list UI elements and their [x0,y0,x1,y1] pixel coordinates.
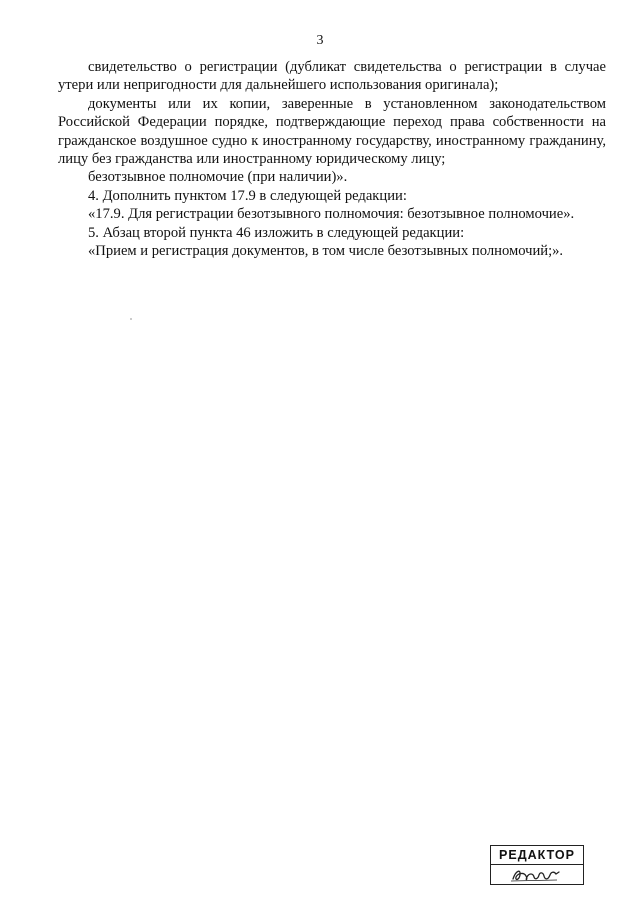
editor-signature [491,866,583,886]
signature-mark [507,866,567,884]
scan-speck [130,318,132,320]
editor-stamp [490,845,584,885]
paragraph-clause-46: «Прием и регистрация документов, в том числе безотзывных полномочий;». [88,243,564,260]
paragraph-amendment-4: 4. Дополнить пунктом 17.9 в следующей редакции: [88,187,407,204]
paragraph-documents: документы или их копии, заверенные в установленном законодательством Российской Федерации порядке, подтверждающие переход права собственности на гражданское воздушное судно к иностранному государству, иностранному гражданину, лицу без гражданства или иностранному юридическому лицу; [58,95,606,168]
paragraph-irrevocable-authority: безотзывное полномочие (при наличии)». [88,169,348,186]
editor-stamp-title: РЕДАКТОР [491,846,583,865]
paragraph-clause-17-9: «17.9. Для регистрации безотзывного полномочия: безотзывное полномочие». [88,206,575,223]
paragraph-amendment-5: 5. Абзац второй пункта 46 изложить в следующей редакции: [88,224,465,241]
document-body [58,58,606,260]
page-number: 3 [316,33,324,48]
paragraph-certificate: свидетельство о регистрации (дубликат свидетельства о регистрации в случае утери или непригодности для дальнейшего использования оригинала); [58,59,606,94]
